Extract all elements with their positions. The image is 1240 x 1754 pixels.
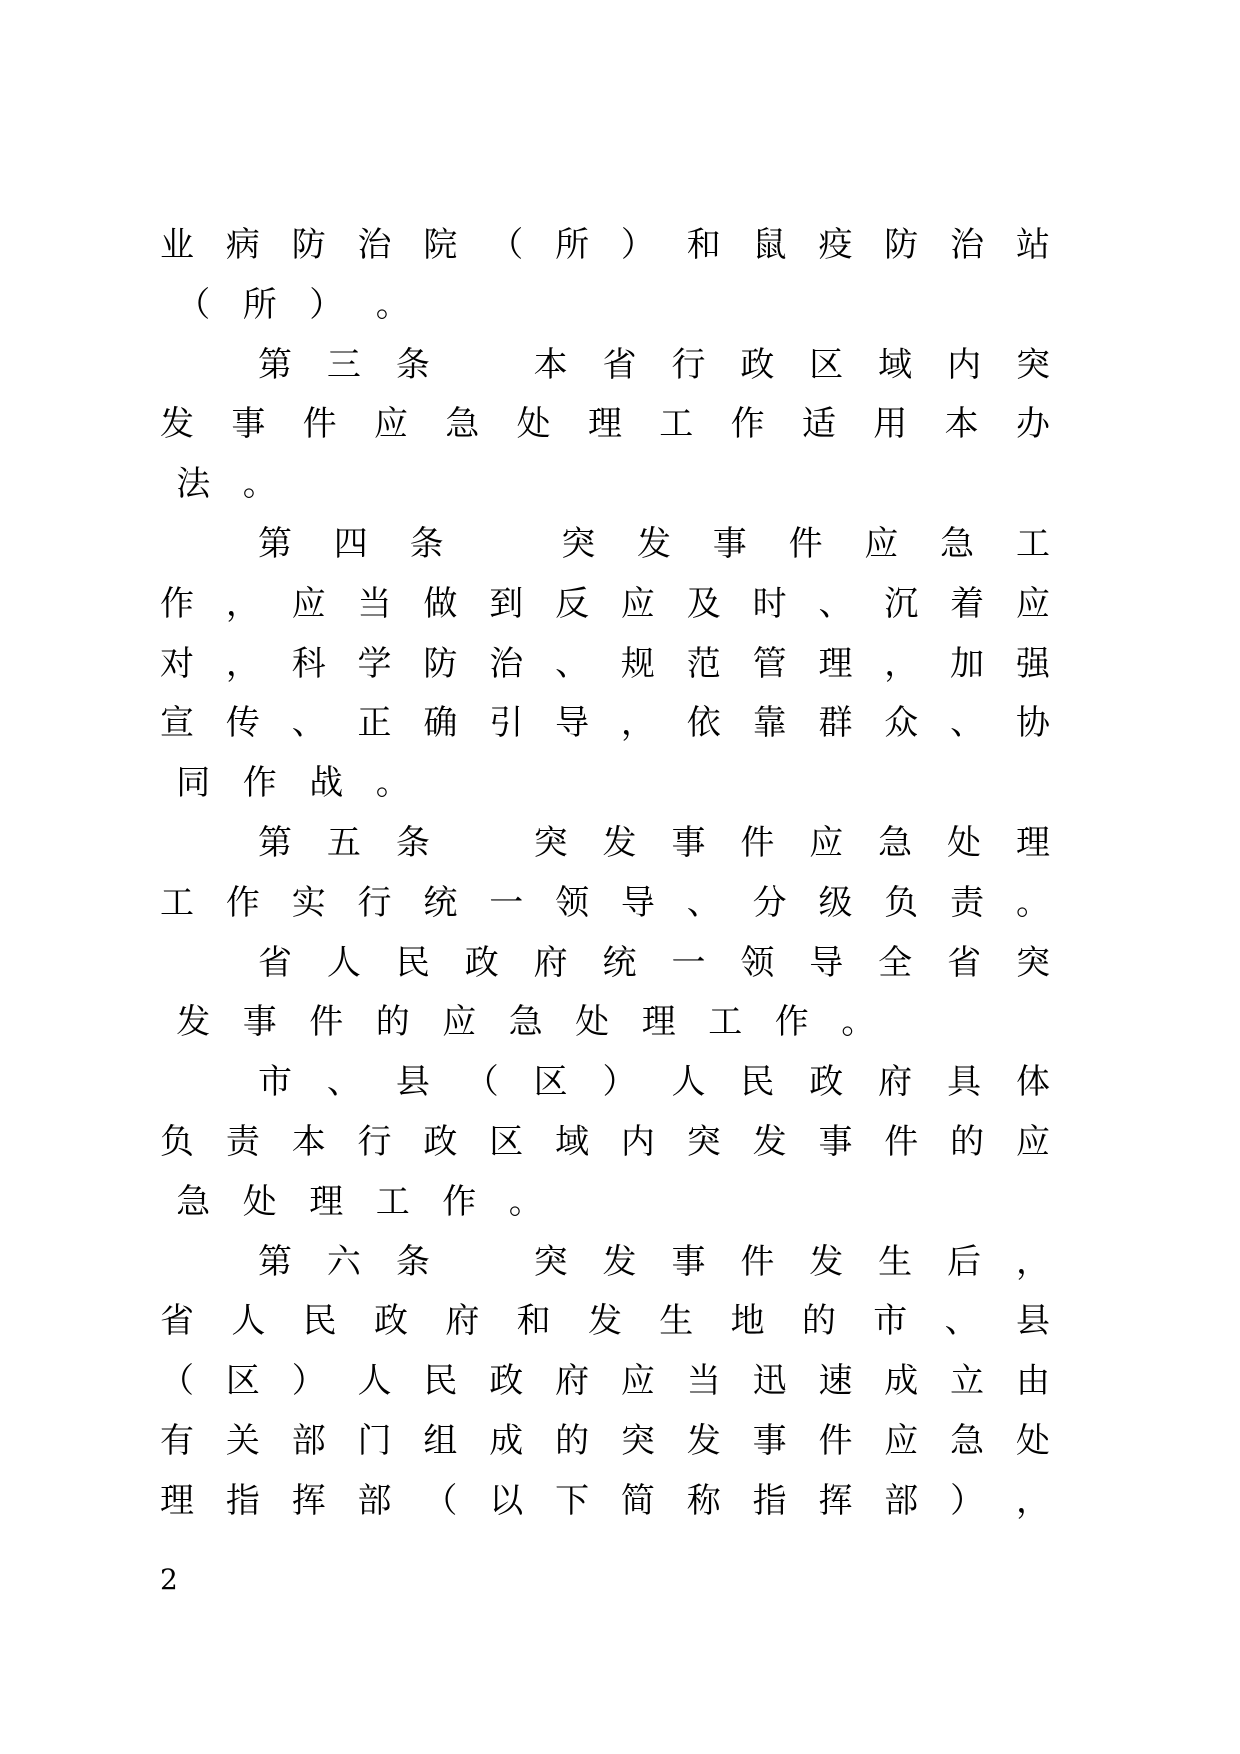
text-line: （ 所 ） 。 <box>176 284 410 325</box>
text-line: 第 四 条 突 发 事 件 应 急 工 <box>258 524 1050 564</box>
text-line: 发 事 件 应 急 处 理 工 作 适 用 本 办 <box>160 404 1050 445</box>
text-line: 有 关 部 门 组 成 的 突 发 事 件 应 急 处 <box>160 1421 1050 1461</box>
text-line: 对 ， 科 学 防 治 、 规 范 管 理 ， 加 强 <box>160 643 1050 684</box>
text-line: 同 作 战 。 <box>176 763 410 804</box>
text-line: 负 责 本 行 政 区 域 内 突 发 事 件 的 应 <box>160 1122 1050 1162</box>
text-line: 工 作 实 行 统 一 领 导 、 分 级 负 责 。 <box>160 882 1050 923</box>
text-line: 第 六 条 突 发 事 件 发 生 后 ， <box>258 1241 1050 1282</box>
text-line: 宣 传 、 正 确 引 导 ， 依 靠 群 众 、 协 <box>160 703 1050 744</box>
text-line: 市 、 县 （ 区 ） 人 民 政 府 具 体 <box>258 1062 1050 1103</box>
text-line: 急 处 理 工 作 。 <box>176 1181 543 1222</box>
text-line: 发 事 件 的 应 急 处 理 工 作 。 <box>176 1002 876 1043</box>
text-line: 第 三 条 本 省 行 政 区 域 内 突 <box>258 344 1050 385</box>
text-line: 业 病 防 治 院 （ 所 ） 和 鼠 疫 防 治 站 <box>160 225 1050 265</box>
text-line: 作 ， 应 当 做 到 反 应 及 时 、 沉 着 应 <box>160 583 1050 624</box>
text-line: 理 指 挥 部 （ 以 下 简 称 指 挥 部 ） ， <box>160 1480 1050 1521</box>
text-line: 第 五 条 突 发 事 件 应 急 处 理 <box>258 823 1050 863</box>
page-number: 2 <box>160 1563 178 1596</box>
text-line: 省 人 民 政 府 统 一 领 导 全 省 突 <box>258 942 1050 983</box>
text-line: 省 人 民 政 府 和 发 生 地 的 市 、 县 <box>160 1301 1050 1342</box>
text-line: （ 区 ） 人 民 政 府 应 当 迅 速 成 立 由 <box>160 1361 1050 1402</box>
text-line: 法 。 <box>176 464 277 505</box>
